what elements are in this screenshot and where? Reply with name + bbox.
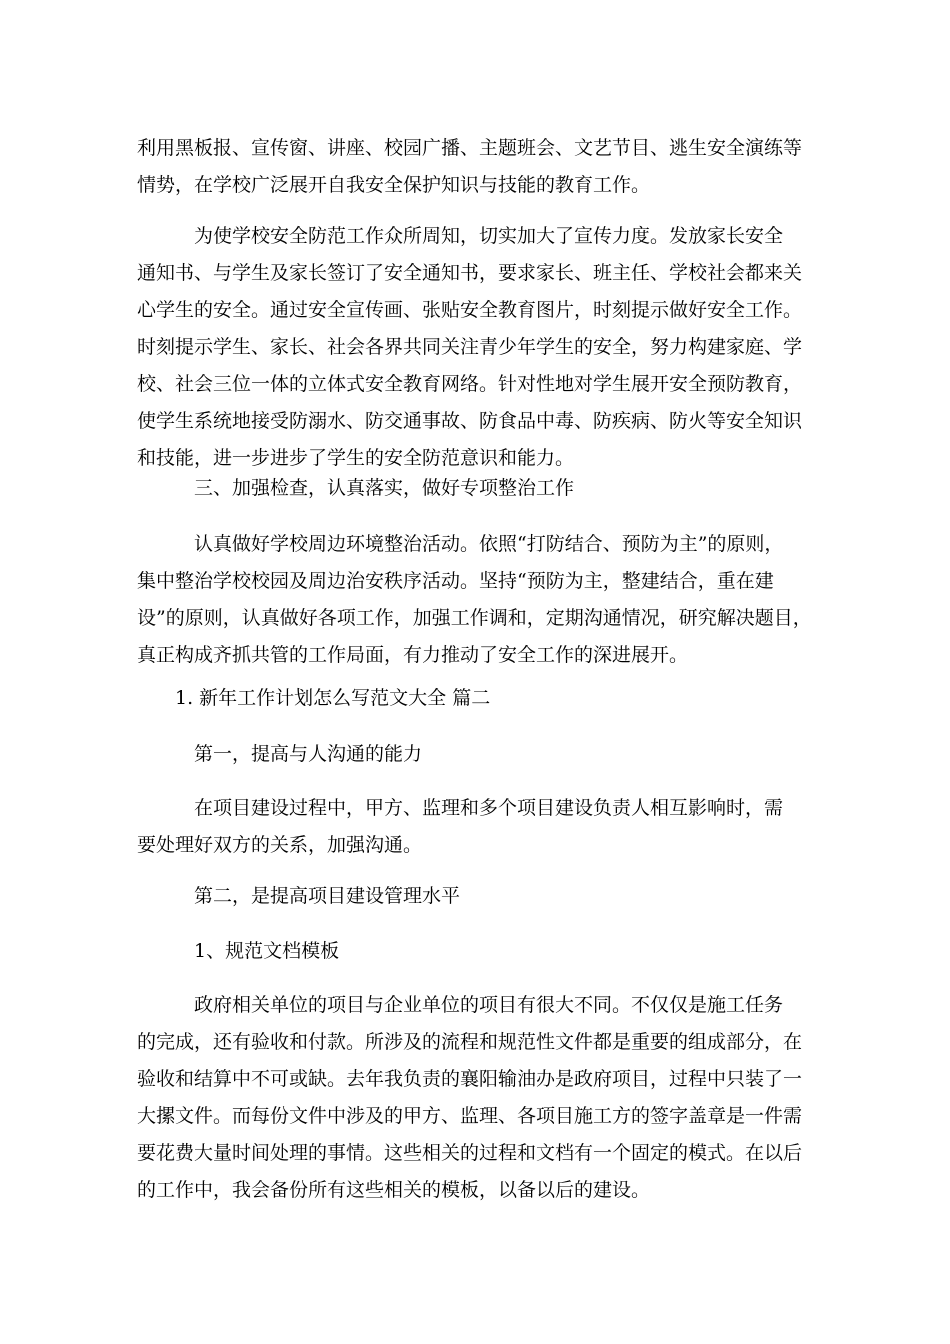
text-line: 使学生系统地接受防溺水、防交通事故、防食品中毒、防疾病、防火等安全知识: [137, 410, 803, 432]
text-line: 第二，是提高项目建设管理水平: [137, 885, 461, 907]
text-line: 利用黑板报、宣传窗、讲座、校园广播、主题班会、文艺节目、逃生安全演练等: [137, 137, 803, 159]
heading-management-level: [137, 878, 817, 915]
text-line: 第一，提高与人沟通的能力: [137, 743, 423, 765]
text-line: 政府相关单位的项目与企业单位的项目有很大不同。不仅仅是施工任务: [137, 994, 784, 1016]
text-line: 为使学校安全防范工作众所周知，切实加大了宣传力度。发放家长安全: [137, 225, 784, 247]
text-line: 大摞文件。而每份文件中涉及的甲方、监理、各项目施工方的签字盖章是一件需: [137, 1105, 803, 1127]
text-line: 真正构成齐抓共管的工作局面，有力推动了安全工作的深进展开。: [137, 644, 689, 666]
text-line: 时刻提示学生、家长、社会各界共同关注青少年学生的安全，努力构建家庭、学: [137, 336, 803, 358]
text-line: 要花费大量时间处理的事情。这些相关的过程和文档有一个固定的模式。在以后: [137, 1142, 803, 1164]
text-line: 设”的原则，认真做好各项工作，加强工作调和，定期沟通情况，研究解决题目，: [137, 607, 812, 629]
text-line: 集中整治学校校园及周边治安秩序活动。坚持“预防为主，整建结合，重在建: [137, 570, 774, 592]
text-line: 和技能，进一步进步了学生的安全防范意识和能力。: [137, 447, 575, 469]
text-line: 在项目建设过程中，甲方、监理和多个项目建设负责人相互影响时，需: [137, 797, 784, 819]
text-line: 1、规范文档模板: [137, 940, 340, 962]
text-line: 校、社会三位一体的立体式安全教育网络。针对性地对学生展开安全预防教育，: [137, 373, 803, 395]
section-heading-inspection: [137, 470, 817, 507]
text-line: 情势，在学校广泛展开自我安全保护知识与技能的教育工作。: [137, 174, 651, 196]
text-line: 验收和结算中不可或缺。去年我负责的襄阳输油办是政府项目，过程中只装了一: [137, 1068, 803, 1090]
text-line: 要处理好双方的关系，加强沟通。: [137, 834, 423, 856]
text-line: 通知书、与学生及家长签订了安全通知书，要求家长、班主任、学校社会都来关: [137, 262, 803, 284]
heading-communication-ability: [137, 736, 817, 773]
text-line: 心学生的安全。通过安全宣传画、张贴安全教育图片，时刻提示做好安全工作。: [137, 299, 803, 321]
text-line: 1. 新年工作计划怎么写范文大全 篇二: [137, 687, 491, 709]
paragraph-safety-education-methods: [137, 130, 817, 204]
text-line: 认真做好学校周边环境整治活动。依照“打防结合、预防为主”的原则，: [137, 533, 784, 555]
paragraph-environment-rectification: [137, 526, 817, 674]
paragraph-communication: [137, 790, 817, 864]
heading-document-templates: [137, 933, 817, 970]
text-line: 三、加强检查，认真落实，做好专项整治工作: [137, 477, 575, 499]
text-line: 的工作中，我会备份所有这些相关的模板，以备以后的建设。: [137, 1179, 651, 1201]
paragraph-safety-publicity: [137, 218, 817, 477]
article-heading-part-two: [137, 680, 817, 717]
text-line: 的完成，还有验收和付款。所涉及的流程和规范性文件都是重要的组成部分，在: [137, 1031, 803, 1053]
paragraph-document-templates: [137, 987, 817, 1209]
